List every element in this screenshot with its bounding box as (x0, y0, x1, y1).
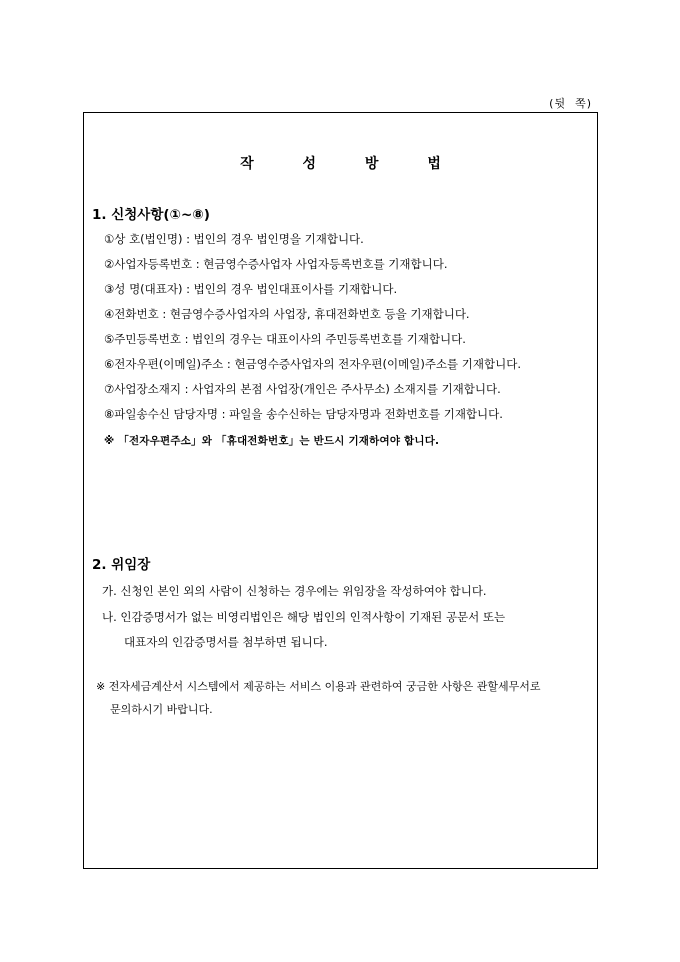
section1-item-3: ③성 명(대표자) : 법인의 경우 법인대표이사를 기재합니다. (104, 282, 398, 296)
section1-item-5: ⑤주민등록번호 : 법인의 경우는 대표이사의 주민등록번호를 기재합니다. (104, 332, 466, 346)
footnote (96, 675, 596, 721)
footnote-line2: 문의하시기 바랍니다. (110, 703, 213, 716)
page-side-label: (뒷 쪽) (549, 97, 592, 110)
section1-item-7: ⑦사업장소재지 : 사업자의 본점 사업장(개인은 주사무소) 소재지를 기재합니다. (104, 382, 501, 396)
section1-note: ※ 「전자우편주소」와 「휴대전화번호」는 반드시 기재하여야 합니다. (104, 435, 440, 447)
section1-item-1: ①상 호(법인명) : 법인의 경우 법인명을 기재합니다. (104, 232, 364, 246)
section2-item-ga: 가. 신청인 본인 외의 사람이 신청하는 경우에는 위임장을 작성하여야 합니다. (102, 584, 487, 598)
section1-item-2: ②사업자등록번호 : 현금영수증사업자 사업자등록번호를 기재합니다. (104, 257, 448, 271)
section1-item-4: ④전화번호 : 현금영수증사업자의 사업장, 휴대전화번호 등을 기재합니다. (104, 307, 470, 321)
section2-heading: 2. 위임장 (92, 557, 151, 573)
section1-item-8: ⑧파일송수신 담당자명 : 파일을 송수신하는 담당자명과 전화번호를 기재합니다. (104, 407, 503, 421)
section2-item-na-line1: 나. 인감증명서가 없는 비영리법인은 해당 법인의 인적사항이 기재된 공문서 또는 (102, 610, 506, 624)
section2-item-na-line2: 대표자의 인감증명서를 첨부하면 됩니다. (124, 635, 328, 649)
instructions-frame (83, 112, 598, 869)
footnote-line1: ※ 전자세금계산서 시스템에서 제공하는 서비스 이용과 관련하여 궁금한 사항은 관할세무서로 (96, 680, 541, 693)
form-title: 작 성 방 법 (240, 156, 463, 172)
section1-item-6: ⑥전자우편(이메일)주소 : 현금영수증사업자의 전자우편(이메일)주소를 기재합니다. (104, 357, 522, 371)
section1-heading: 1. 신청사항(①~⑧) (92, 207, 210, 223)
